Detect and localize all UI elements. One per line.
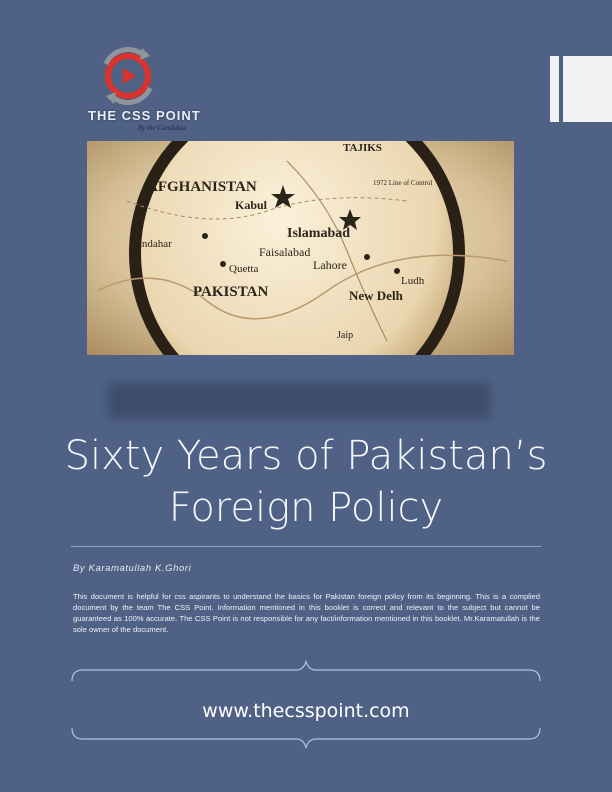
blurred-shadow-strip (108, 383, 490, 419)
map-label: TAJIKS (343, 142, 382, 154)
map-label: Faisalabad (259, 245, 311, 259)
map-magnifier-photo (87, 141, 514, 355)
map-label: AFGHANISTAN (147, 179, 257, 195)
map-label: Islamabad (287, 226, 351, 241)
bracket-top-decoration (71, 657, 541, 683)
logo-title: THE CSS POINT (88, 108, 201, 123)
document-description: This document is helpful for css aspirants to understand the basics for Pakistan foreign policy from its beginning. This is a complied document by the team The CSS Point. Information mentioned in this booklet is correct and relevant to the subject but cannot be guaranteed as 100% accurate. The CSS Point is not responsible for any fact/information mentioned in this booklet. Mr.Karamatullah is the sole owner of the document. (73, 592, 540, 634)
map-label: 1972 Line of Control (373, 179, 433, 187)
map-label: Quetta (229, 263, 259, 275)
map-label: Jaip (337, 330, 354, 341)
map-label: Kabul (235, 198, 268, 212)
title-line-1: Sixty Years of Pakistan’s (64, 433, 548, 479)
accent-bar (563, 56, 612, 122)
accent-bar (550, 56, 559, 122)
website-link[interactable]: www.thecsspoint.com (202, 700, 410, 722)
title-line-2: Foreign Policy (168, 485, 444, 531)
map-label: Lahore (313, 258, 347, 272)
map-label: Ludh (401, 275, 425, 287)
circular-arrows-play-icon (98, 46, 158, 106)
logo-tagline: By the Candidate (138, 124, 187, 132)
css-point-logo (88, 46, 228, 138)
map-label: New Delh (349, 288, 403, 303)
title-divider (71, 546, 541, 547)
document-title (60, 430, 552, 534)
map-label: PAKISTAN (193, 284, 269, 300)
map-label: Kandahar (129, 238, 172, 250)
author-line: By Karamatullah K.Ghori (73, 563, 192, 574)
bracket-bottom-decoration (71, 726, 541, 752)
